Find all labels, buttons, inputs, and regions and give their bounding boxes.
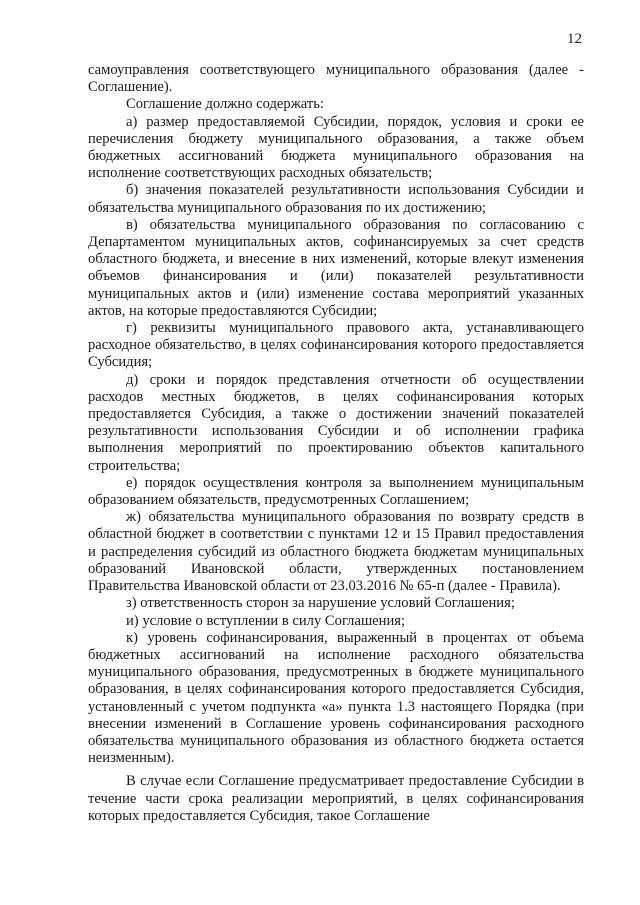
paragraph-item-b: б) значения показателей результативности использования Субсидии и обязательства муниципального образования по их достижению; xyxy=(88,182,584,216)
paragraph-item-k: к) уровень софинансирования, выраженный в процентах от объема бюджетных ассигнований на исполнение расходного обязательства муниципального образования, предусмотренных в бюджете муниципального образования, в целях софинансирования которого предоставляется Субсидия, установленный с учетом подпункта «а» пункта 1.3 настоящего Порядка (при внесении изменений в Соглашение уровень софинансирования расходного обязательства муниципального образования из областного бюджета остается неизменным). xyxy=(88,629,584,767)
paragraph-item-g: г) реквизиты муниципального правового акта, устанавливающего расходное обязательство, в целях софинансирования которого предоставляется Субсидия; xyxy=(88,320,584,371)
paragraph-item-v: в) обязательства муниципального образования по согласованию с Департаментом муниципальных актов, софинансируемых за счет средств областного бюджета, и внесение в них изменений, которые влекут изменения объемов финансирования и (или) показателей результативности муниципальных актов и (или) изменение состава мероприятий указанных актов, на которые предоставляются Субсидии; xyxy=(88,216,584,319)
paragraph-item-z: з) ответственность сторон за нарушение условий Соглашения; xyxy=(126,595,515,612)
paragraph-continuation: самоуправления соответствующего муниципального образования (далее - Соглашение). xyxy=(88,62,584,96)
paragraph-item-i: и) условие о вступлении в силу Соглашения; xyxy=(126,612,406,629)
document-body xyxy=(88,62,584,825)
page-number: 12 xyxy=(567,31,582,47)
paragraph-item-zh: ж) обязательства муниципального образования по возврату средств в областной бюджет в соответствии с пунктами 12 и 15 Правил предоставления и распределения субсидий из областного бюджета бюджетам муниципальных образований Ивановской области, утвержденных постановлением Правительства Ивановской области от 23.03.2016 № 65-п (далее - Правила). xyxy=(88,509,584,595)
paragraph-partial-term-case: В случае если Соглашение предусматривает предоставление Субсидии в течение части срока реализации мероприятий, в целях софинансирования которых предоставляется Субсидия, такое Соглашение xyxy=(88,773,584,824)
paragraph-item-a: а) размер предоставляемой Субсидии, порядок, условия и сроки ее перечисления бюджету муниципального образования, а также объем бюджетных ассигнований бюджета муниципального образования на исполнение соответствующих расходных обязательств; xyxy=(88,113,584,182)
paragraph-agreement-contents-intro: Соглашение должно содержать: xyxy=(126,96,324,113)
paragraph-item-e: е) порядок осуществления контроля за выполнением муниципальным образованием обязательств, предусмотренных Соглашением; xyxy=(88,474,584,509)
paragraph-item-d: д) сроки и порядок представления отчетности об осуществлении расходов местных бюджетов, в целях софинансирования которых предоставляется Субсидия, а также о достижении значений показателей результативности использования Субсидии и об исполнении графика выполнения мероприятий по проектированию объектов капитального строительства; xyxy=(88,371,584,474)
